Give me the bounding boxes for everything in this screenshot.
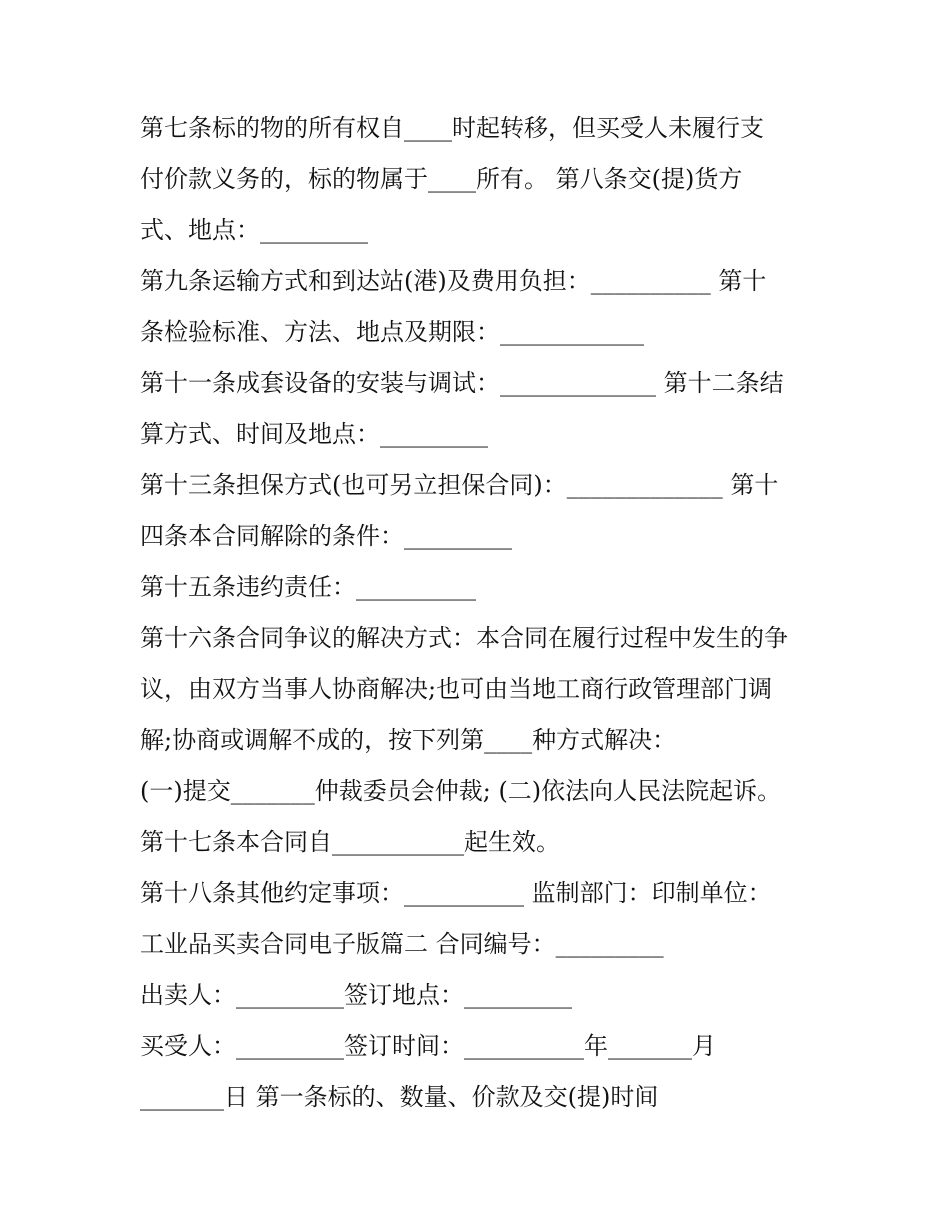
text-line: 买受人：_________签订时间：__________年_______月 xyxy=(140,1032,716,1060)
text-line: 条检验标准、方法、地点及期限：____________ xyxy=(140,318,644,346)
text-line: 第十一条成套设备的安装与调试：_____________ 第十二条结 xyxy=(140,369,784,397)
text-line: 式、地点：_________ xyxy=(140,216,368,244)
text-line: 算方式、时间及地点：_________ xyxy=(140,420,488,448)
text-line: 议，由双方当事人协商解决;也可由当地工商行政管理部门调 xyxy=(140,675,773,703)
text-line: 第九条运输方式和到达站(港)及费用负担：__________ 第十 xyxy=(140,267,767,295)
text-line: 工业品买卖合同电子版篇二 合同编号：_________ xyxy=(140,930,664,958)
contract-text xyxy=(140,103,830,1123)
text-line: 第十六条合同争议的解决方式：本合同在履行过程中发生的争 xyxy=(140,624,788,652)
text-line: _______日 第一条标的、数量、价款及交(提)时间 xyxy=(140,1083,659,1111)
text-line: 第十七条本合同自___________起生效。 xyxy=(140,828,560,856)
text-line: 第七条标的物的所有权自____时起转移，但买受人未履行支 xyxy=(140,114,764,142)
text-line: 第十三条担保方式(也可另立担保合同)：_____________ 第十 xyxy=(140,471,779,499)
text-line: 出卖人：_________签订地点：_________ xyxy=(140,981,572,1009)
text-line: 第十五条违约责任：__________ xyxy=(140,573,476,601)
text-line: 第十八条其他约定事项：__________ 监制部门：印制单位： xyxy=(140,879,772,907)
text-line: 解;协商或调解不成的，按下列第____种方式解决： xyxy=(140,726,677,754)
text-line: (一)提交_______仲裁委员会仲裁; (二)依法向人民法院起诉。 xyxy=(140,777,782,805)
text-line: 付价款义务的，标的物属于____所有。 第八条交(提)货方 xyxy=(140,165,743,193)
text-line: 四条本合同解除的条件：_________ xyxy=(140,522,512,550)
